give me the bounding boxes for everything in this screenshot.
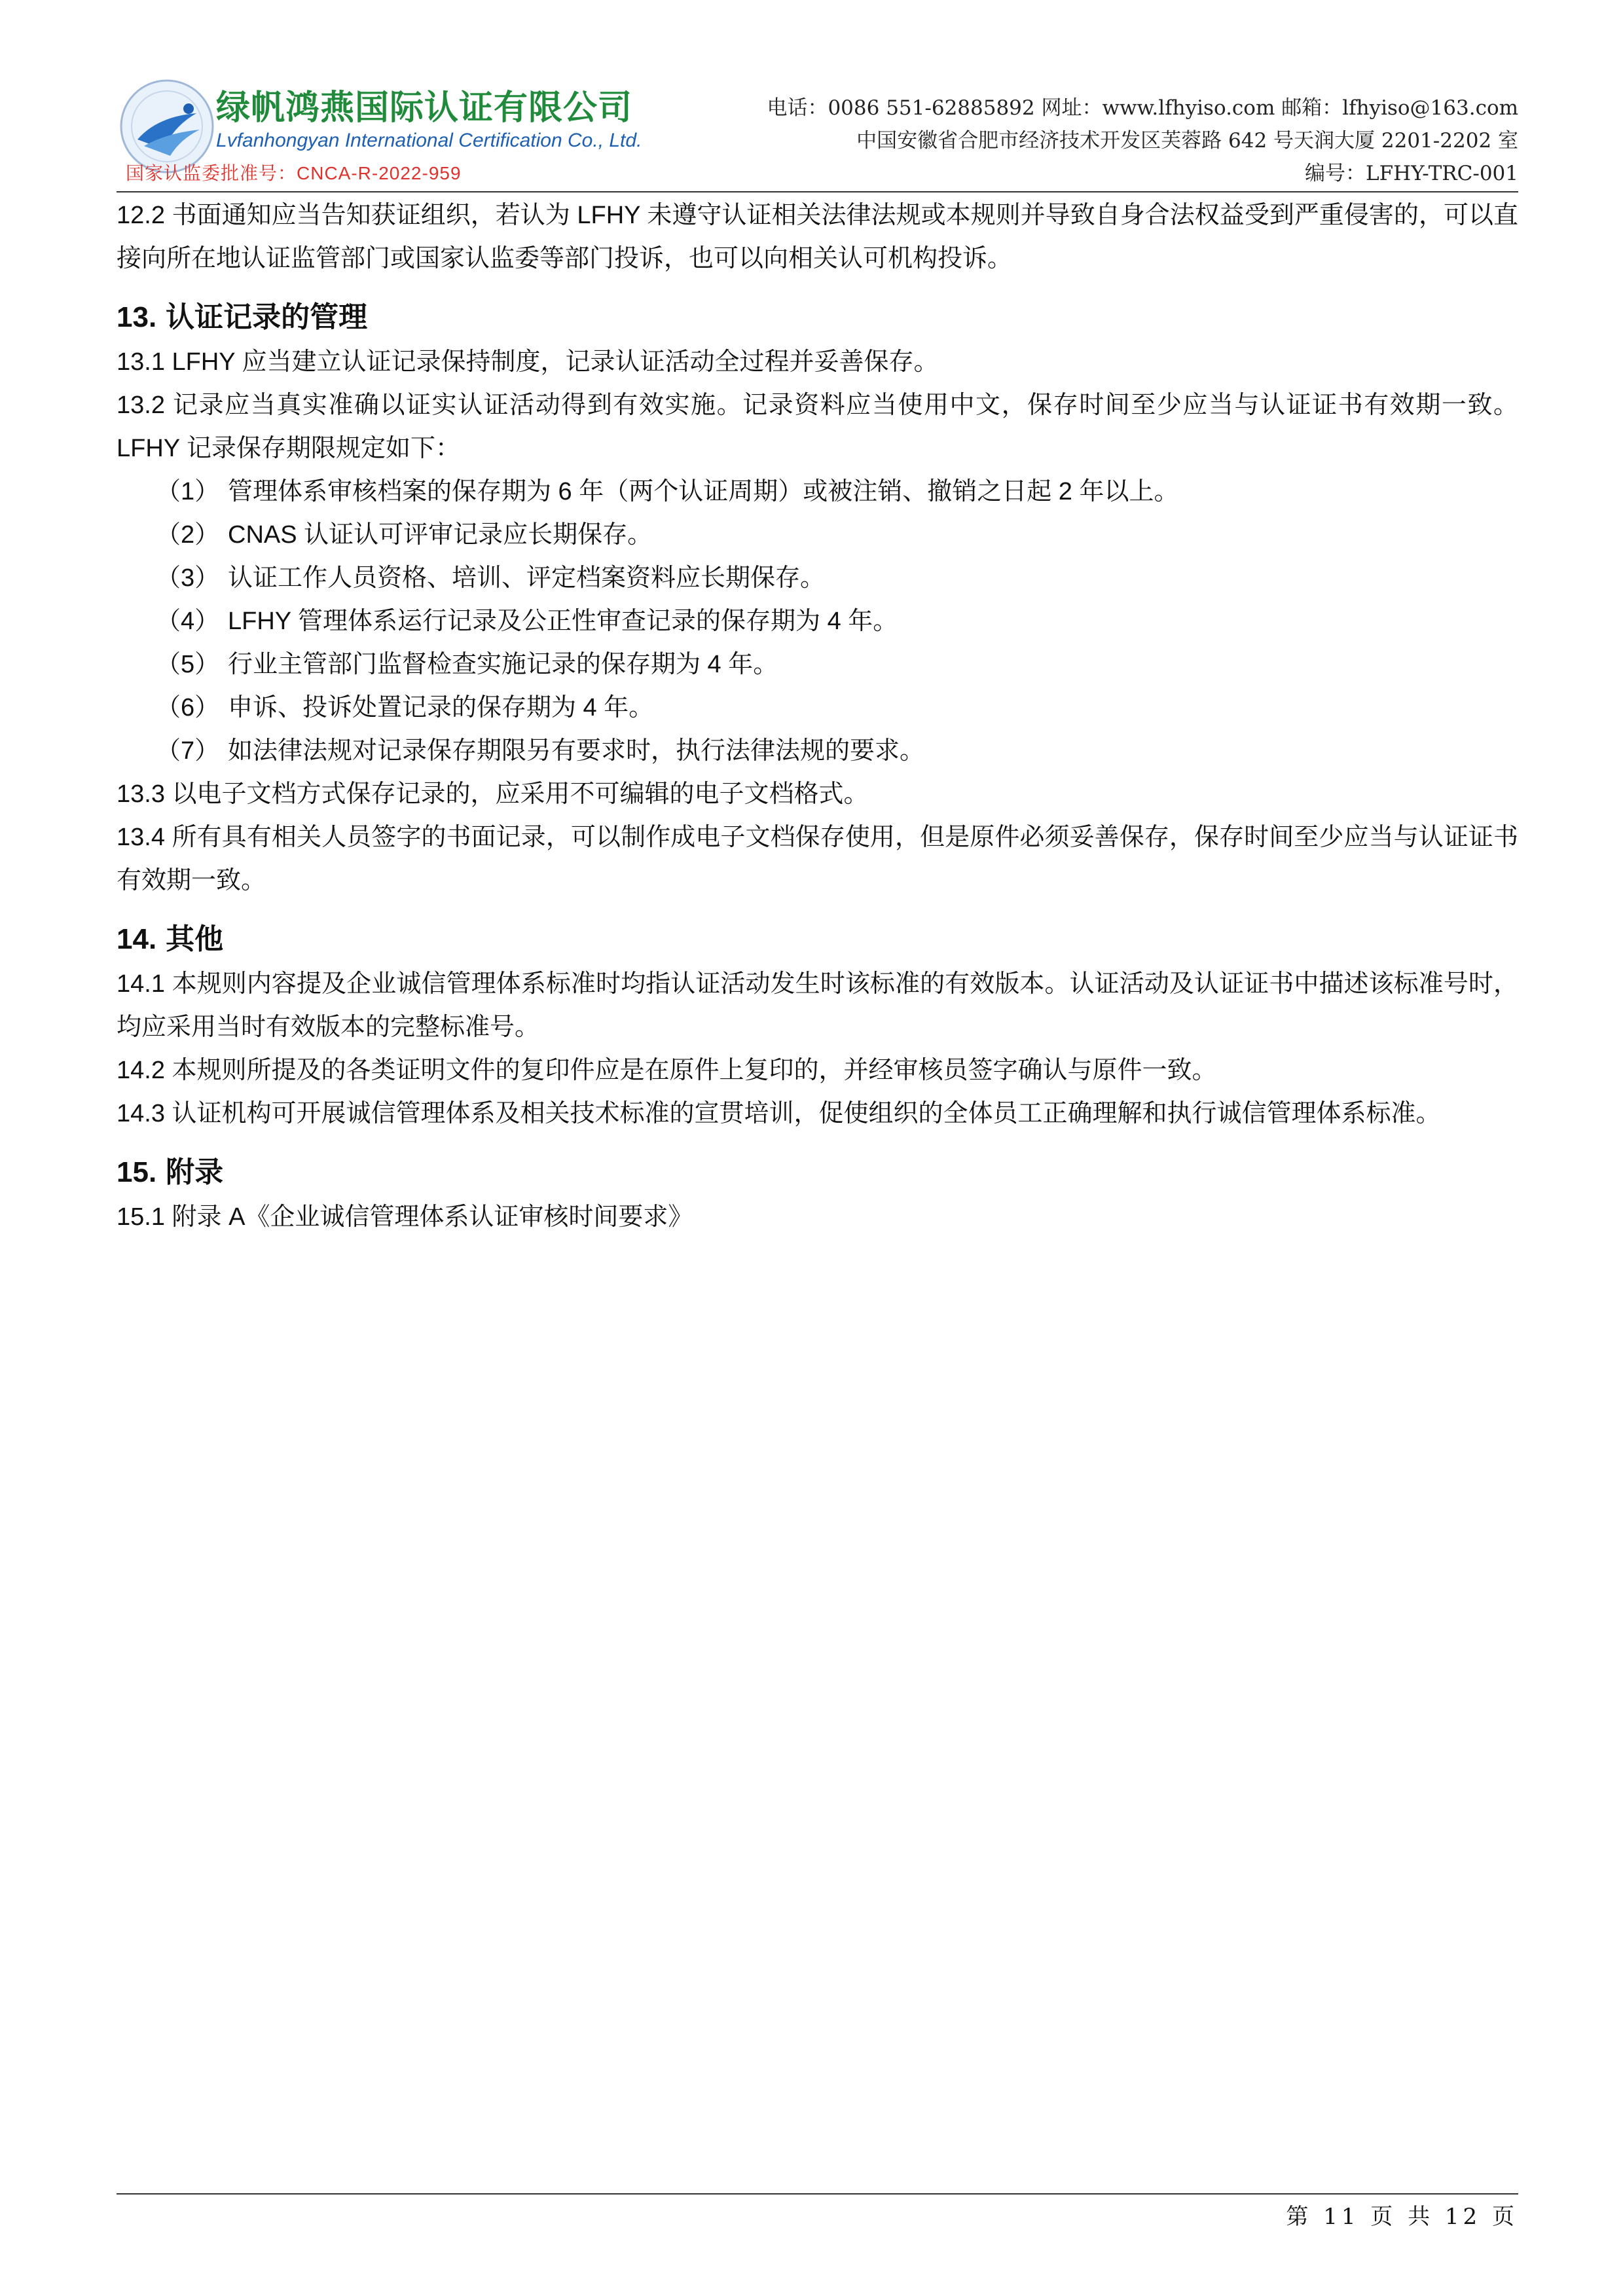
header-address: 中国安徽省合肥市经济技术开发区芙蓉路 642 号天润大厦 2201-2202 室 [856,129,1518,153]
page-number: 第 11 页 共 12 页 [1286,2204,1518,2230]
paragraph-14-2: 14.2 本规则所提及的各类证明文件的复印件应是在原件上复印的，并经审核员签字确认与原件一致。 [117,1057,1217,1084]
section-13-heading [117,295,1518,340]
section-number: 14. [117,923,157,955]
paragraph-12-2: 12.2 书面通知应当告知获证组织，若认为 LFHY 未遵守认证相关法律法规或本规则并导致自身合法权益受到严重侵害的，可以直接向所在地认证监管部门或国家认监委等部门投诉，也可以向相关认可机构投诉。 [117,202,1518,272]
header-divider [117,191,1518,192]
section-number: 15. [117,1156,157,1188]
header-contact: 电话：0086 551-62885892 网址：www.lfhyiso.com 邮箱：lfhyiso@163.com [767,96,1518,120]
document-body [117,194,1518,1239]
paragraph-14-1: 14.1 本规则内容提及企业诚信管理体系标准时均指认证活动发生时该标准的有效版本。认证活动及认证证书中描述该标准号时，均应采用当时有效版本的完整标准号。 [117,970,1518,1041]
logo-approval-number: 国家认监委批准号：CNCA-R-2022-959 [126,163,462,183]
list-item: （6） 申诉、投诉处置记录的保存期为 4 年。 [156,694,654,721]
header-doc-number: 编号：LFHY-TRC-001 [1305,162,1518,185]
header-info [767,92,1518,190]
paragraph-13-2: 13.2 记录应当真实准确以证实认证活动得到有效实施。记录资料应当使用中文，保存时间至少应当与认证证书有效期一致。LFHY 记录保存期限规定如下： [117,392,1518,462]
list-item: （2） CNAS 认证认可评审记录应长期保存。 [156,521,653,549]
section-number: 13. [117,301,157,333]
paragraph-14-3: 14.3 认证机构可开展诚信管理体系及相关技术标准的宣贯培训，促使组织的全体员工正确理解和执行诚信管理体系标准。 [117,1100,1441,1127]
section-14-heading [117,917,1518,962]
logo-company-name-en: Lvfanhongyan International Certification Co., Ltd. [216,130,642,151]
paragraph-13-1: 13.1 LFHY 应当建立认证记录保持制度，记录认证活动全过程并妥善保存。 [117,348,939,376]
company-logo [118,71,642,183]
section-title: 认证记录的管理 [166,301,368,333]
section-title: 其他 [166,923,224,955]
list-item: （1） 管理体系审核档案的保存期为 6 年（两个认证周期）或被注销、撤销之日起 2 年以上。 [156,478,1179,505]
list-item: （3） 认证工作人员资格、培训、评定档案资料应长期保存。 [156,564,826,592]
section-title: 附录 [166,1156,224,1188]
section-15-heading [117,1150,1518,1195]
list-item: （5） 行业主管部门监督检查实施记录的保存期为 4 年。 [156,651,778,678]
paragraph-13-3: 13.3 以电子文档方式保存记录的，应采用不可编辑的电子文档格式。 [117,780,869,808]
paragraph-15-1: 15.1 附录 A《企业诚信管理体系认证审核时间要求》 [117,1203,693,1231]
list-item: （7） 如法律法规对记录保存期限另有要求时，执行法律法规的要求。 [156,737,925,765]
footer-divider [117,2193,1518,2195]
list-item: （4） LFHY 管理体系运行记录及公正性审查记录的保存期为 4 年。 [156,608,898,635]
paragraph-13-4: 13.4 所有具有相关人员签字的书面记录，可以制作成电子文档保存使用，但是原件必须妥善保存，保存时间至少应当与认证证书有效期一致。 [117,824,1518,894]
logo-company-name-cn: 绿帆鸿燕国际认证有限公司 [216,89,633,127]
